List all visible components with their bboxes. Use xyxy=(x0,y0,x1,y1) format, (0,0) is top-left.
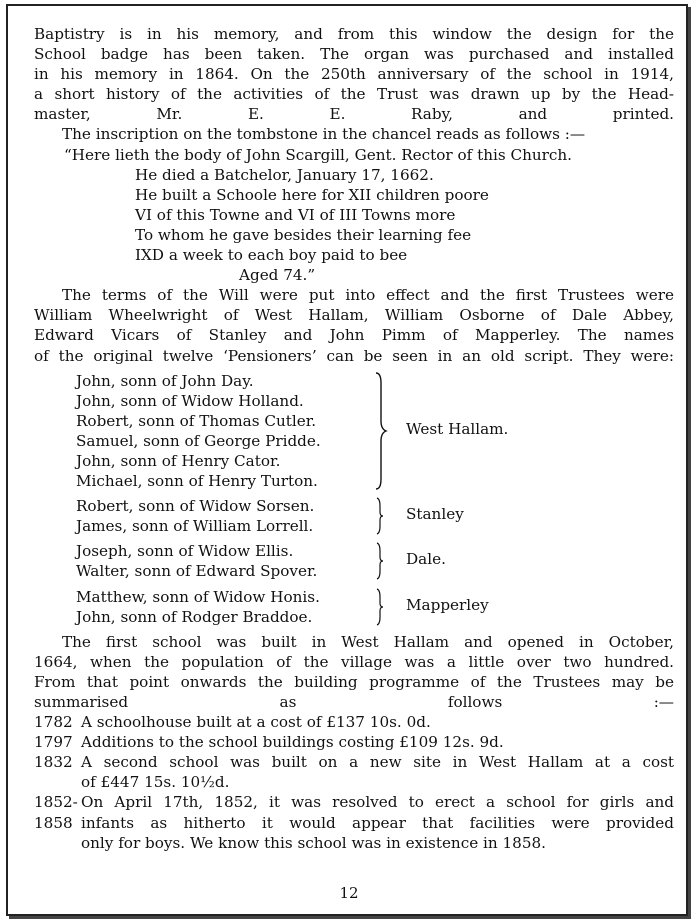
paragraph-inscription-intro: The inscription on the tombstone in the chancel reads as follows :— xyxy=(62,125,586,144)
text-line: From that point onwards the building programme of the Trustees may be xyxy=(34,672,674,691)
curly-brace-icon xyxy=(374,587,388,627)
text-line: 1664, when the population of the village was a little over two hundred. xyxy=(34,652,674,671)
text-line: The first school was built in West Hallam and opened in October, xyxy=(62,632,674,651)
inscription-line: VI of this Towne and VI of III Towns more xyxy=(135,205,456,224)
timeline-text: A schoolhouse built at a cost of £137 10s. 0d. xyxy=(81,713,431,732)
pensioner-group-west-hallam xyxy=(76,371,674,492)
pensioner-name: James, sonn of William Lorrell. xyxy=(76,517,314,536)
inscription-line: Aged 74.” xyxy=(239,266,316,285)
pensioner-name: John, sonn of Henry Cator. xyxy=(76,451,281,470)
timeline-text: of £447 15s. 10½d. xyxy=(81,773,230,792)
place-label: Mapperley xyxy=(406,595,489,614)
text-line: Edward Vicars of Stanley and John Pimm of Mapperley. The names xyxy=(34,326,674,345)
place-label: Stanley xyxy=(406,505,464,524)
timeline-year-start: 1852- xyxy=(34,793,78,812)
pensioner-name: Matthew, sonn of Widow Honis. xyxy=(76,587,320,606)
curly-brace-icon xyxy=(374,541,388,581)
timeline-entry-1797 xyxy=(34,732,674,752)
timeline-text: A second school was built on a new site in West Hallam at a cost xyxy=(81,753,674,772)
paragraph-first-school xyxy=(34,632,674,712)
page-text xyxy=(34,24,674,853)
text-line: master, Mr. E. E. Raby, and printed. xyxy=(34,105,674,124)
timeline-year: 1832 xyxy=(34,753,73,772)
timeline-year xyxy=(34,792,80,832)
inscription-line: IXD a week to each boy paid to bee xyxy=(135,246,408,265)
pensioner-name: Robert, sonn of Widow Sorsen. xyxy=(76,497,315,516)
page-number: 12 xyxy=(339,884,359,902)
inscription-line: He died a Batchelor, January 17, 1662. xyxy=(135,165,434,184)
timeline-year: 1782 xyxy=(34,713,73,732)
timeline-text: On April 17th, 1852, it was resolved to erect a school for girls and xyxy=(81,793,674,812)
text-line: School badge has been taken. The organ was purchased and installed xyxy=(34,45,674,64)
place-label: West Hallam. xyxy=(406,419,509,438)
pensioner-group-mapperley xyxy=(76,587,674,627)
curly-brace-icon xyxy=(374,371,388,491)
text-line: of the original twelve ‘Pensioners’ can be seen in an old script. They were: xyxy=(34,346,674,365)
timeline-entry-1782 xyxy=(34,712,674,732)
inscription-line: “Here lieth the body of John Scargill, Gent. Rector of this Church. xyxy=(64,145,573,164)
timeline-text: infants as hitherto it would appear that facilities were provided xyxy=(81,813,674,832)
text-line: in his memory in 1864. On the 250th anniversary of the school in 1914, xyxy=(34,65,674,84)
pensioner-name: Robert, sonn of Thomas Cutler. xyxy=(76,411,317,430)
timeline-text: only for boys. We know this school was in existence in 1858. xyxy=(81,833,546,852)
pensioner-group-stanley xyxy=(76,496,674,536)
pensioner-name: John, sonn of John Day. xyxy=(76,371,254,390)
timeline-entry-1832 xyxy=(34,752,674,792)
pensioner-name: Walter, sonn of Edward Spover. xyxy=(76,562,318,581)
pensioner-name: John, sonn of Rodger Braddoe. xyxy=(76,607,313,626)
text-line: William Wheelwright of West Hallam, William Osborne of Dale Abbey, xyxy=(34,306,674,325)
text-line: The terms of the Will were put into effect and the first Trustees were xyxy=(62,286,674,305)
pensioner-name: John, sonn of Widow Holland. xyxy=(76,391,304,410)
inscription-line: To whom he gave besides their learning fee xyxy=(135,225,472,244)
place-label: Dale. xyxy=(406,550,446,569)
pensioner-group-dale xyxy=(76,541,674,581)
curly-brace-icon xyxy=(374,496,388,536)
paragraph-trustees xyxy=(34,285,674,365)
pensioner-name: Michael, sonn of Henry Turton. xyxy=(76,472,318,491)
pensioner-name: Joseph, sonn of Widow Ellis. xyxy=(76,542,294,561)
paragraph-baptistry xyxy=(34,24,674,124)
tombstone-inscription xyxy=(34,145,674,286)
timeline-entry-1852-1858 xyxy=(34,792,674,852)
pensioner-name: Samuel, sonn of George Pridde. xyxy=(76,431,321,450)
text-line: Baptistry is in his memory, and from this window the design for the xyxy=(34,25,674,43)
text-line: summarised as follows :— xyxy=(34,693,674,711)
timeline-text: Additions to the school buildings costing £109 12s. 9d. xyxy=(81,733,504,752)
text-line: a short history of the activities of the Trust was drawn up by the Head- xyxy=(34,85,674,104)
document-page xyxy=(6,4,688,916)
timeline-year: 1797 xyxy=(34,733,73,752)
timeline-year-end: 1858 xyxy=(34,813,73,832)
inscription-line: He built a Schoole here for XII children poore xyxy=(135,185,489,204)
